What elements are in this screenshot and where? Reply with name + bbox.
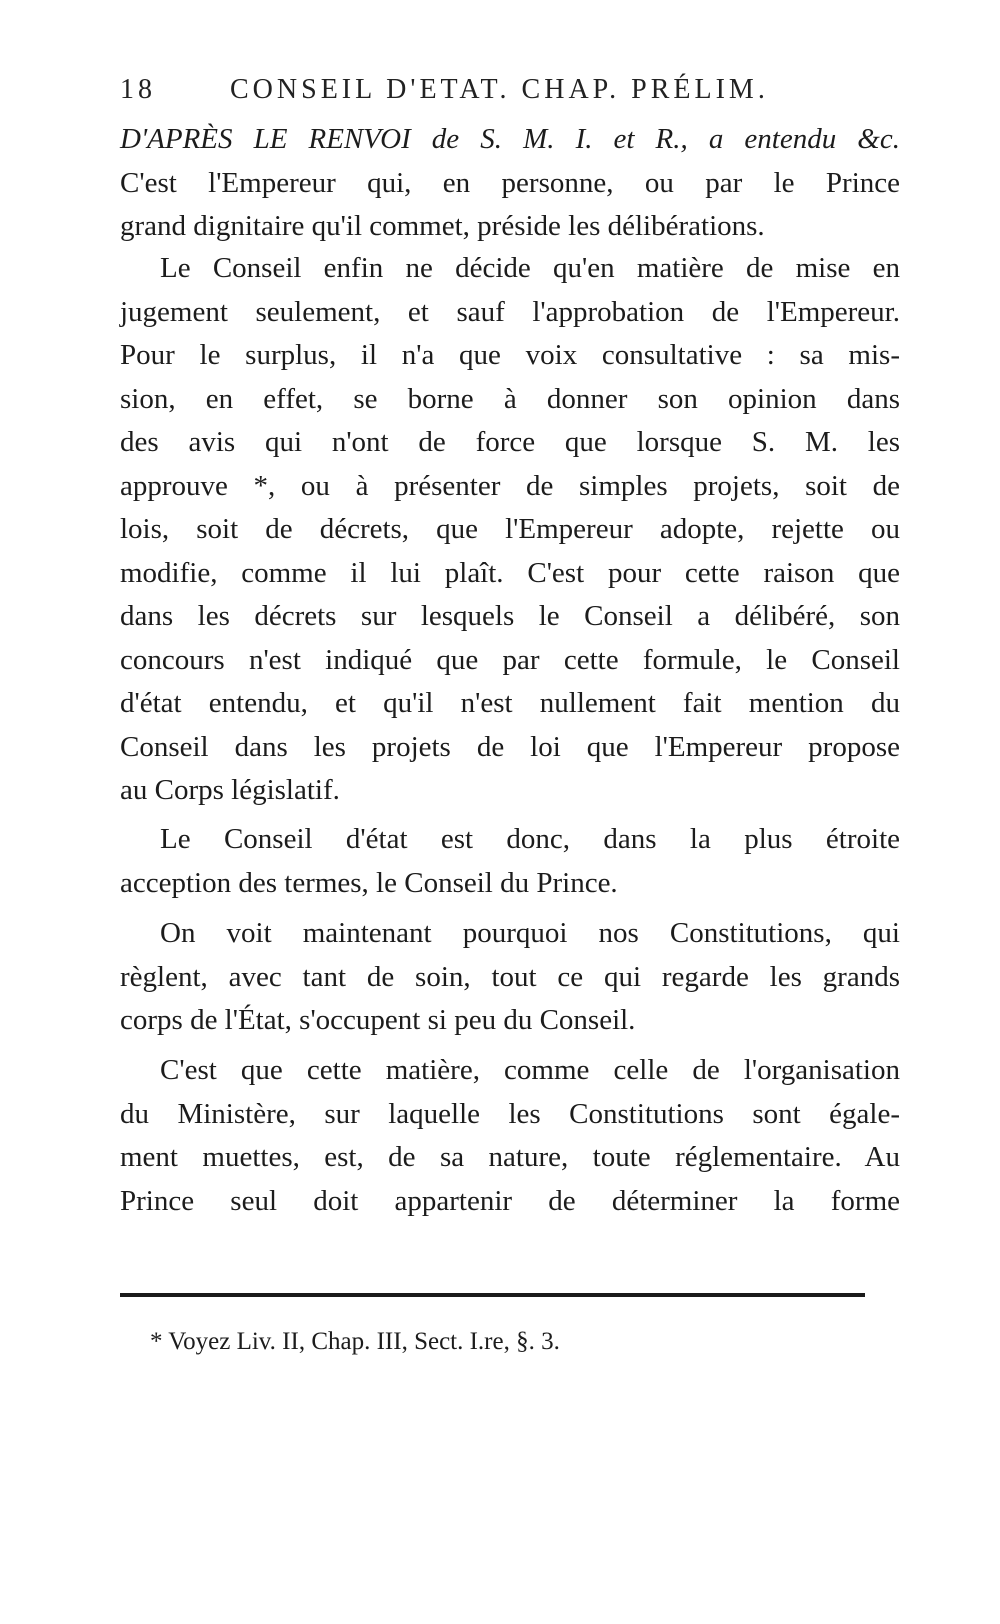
footnote: * Voyez Liv. II, Chap. III, Sect. I.re, §. 3. xyxy=(150,1328,560,1355)
text-line: dans les décrets sur lesquels le Conseil a délibéré, son xyxy=(120,600,900,632)
page-number: 18 xyxy=(120,74,156,105)
paragraph-4 xyxy=(120,912,900,1043)
text-line: ment muettes, est, de sa nature, toute réglementaire. Au xyxy=(120,1141,900,1173)
text-line: modifie, comme il lui plaît. C'est pour cette raison que xyxy=(120,556,900,589)
text-line: corps de l'État, s'occupent si peu du Conseil. xyxy=(120,1004,636,1036)
text-line: approuve *, ou à présenter de simples projets, soit de xyxy=(120,469,900,502)
text-line: du Ministère, sur laquelle les Constitutions sont égale- xyxy=(120,1097,900,1130)
text-line: On voit maintenant pourquoi nos Constitutions, qui xyxy=(160,917,900,949)
paragraph-5 xyxy=(120,1049,900,1223)
paragraph-2 xyxy=(120,247,900,813)
paragraph-1 xyxy=(120,118,900,249)
text-line: au Corps législatif. xyxy=(120,774,340,806)
text-line: Pour le surplus, il n'a que voix consultative : sa mis- xyxy=(120,339,900,371)
text-line: Conseil dans les projets de loi que l'Empereur propose xyxy=(120,730,900,763)
text-line: sion, en effet, se borne à donner son opinion dans xyxy=(120,382,900,415)
text-line: concours n'est indiqué que par cette formule, le Conseil xyxy=(120,643,900,676)
text-line: règlent, avec tant de soin, tout ce qui regarde les grands xyxy=(120,960,900,993)
text-line: Le Conseil enfin ne décide qu'en matière de mise en xyxy=(160,252,900,284)
text-line: D'APRÈS LE RENVOI de S. M. I. et R., a entendu &c. xyxy=(120,123,900,155)
text-line: des avis qui n'ont de force que lorsque S. M. les xyxy=(120,426,900,458)
text-line: d'état entendu, et qu'il n'est nullement fait mention du xyxy=(120,687,900,719)
text-line: jugement seulement, et sauf l'approbation de l'Empereur. xyxy=(120,295,900,328)
footnote-divider xyxy=(120,1293,865,1297)
paragraph-3 xyxy=(120,818,900,905)
page-header xyxy=(120,74,900,114)
text-line: grand dignitaire qu'il commet, préside les délibérations. xyxy=(120,210,765,242)
running-title: CONSEIL D'ETAT. CHAP. PRÉLIM. xyxy=(230,74,769,105)
text-line: lois, soit de décrets, que l'Empereur adopte, rejette ou xyxy=(120,513,900,545)
text-line: C'est que cette matière, comme celle de l'organisation xyxy=(160,1054,900,1086)
text-line: acception des termes, le Conseil du Prince. xyxy=(120,866,618,899)
text-line: Prince seul doit appartenir de déterminer la forme xyxy=(120,1184,900,1217)
text-line: C'est l'Empereur qui, en personne, ou par le Prince xyxy=(120,166,900,199)
text-line: Le Conseil d'état est donc, dans la plus étroite xyxy=(160,823,900,855)
